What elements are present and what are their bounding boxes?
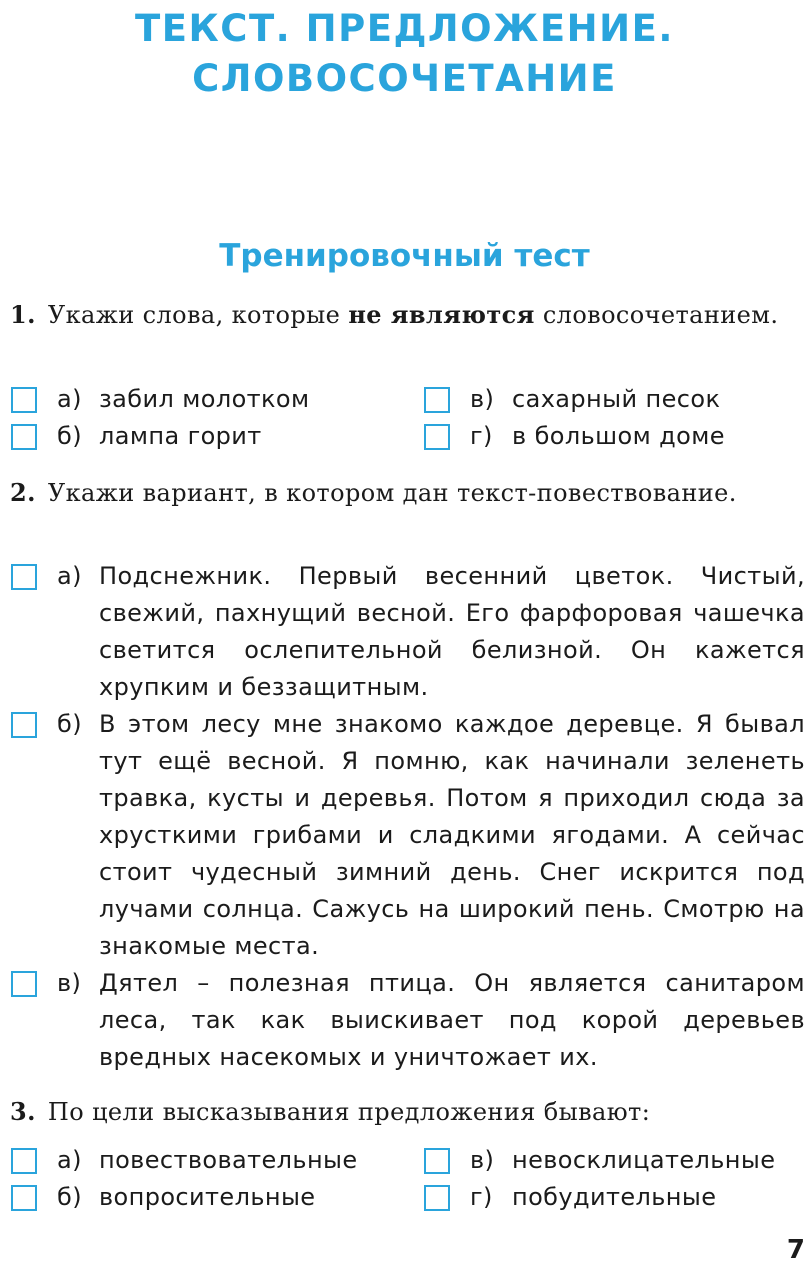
option-text: забил молотком xyxy=(99,385,310,413)
option-text: невосклицательные xyxy=(512,1146,776,1174)
option-letter: в) xyxy=(470,385,495,413)
checkbox-q1-a[interactable] xyxy=(11,387,37,413)
checkbox-q3-c[interactable] xyxy=(424,1148,450,1174)
checkbox-q1-d[interactable] xyxy=(424,424,450,450)
checkbox-q3-d[interactable] xyxy=(424,1185,450,1211)
question-number: 2. xyxy=(10,478,36,507)
question-1 xyxy=(10,296,805,334)
title-line-1: ТЕКСТ. ПРЕДЛОЖЕНИЕ. xyxy=(135,7,674,50)
option-letter: в) xyxy=(470,1146,495,1174)
option-letter: г) xyxy=(470,422,493,450)
option-text: Дятел – полезная птица. Он является санитаром леса, так как выискивает под корой деревьев вредных насекомых и уничтожает их. xyxy=(99,969,805,1071)
option-text: побудительные xyxy=(512,1183,717,1211)
page-title xyxy=(0,4,809,104)
option-text: повествовательные xyxy=(99,1146,358,1174)
question-2 xyxy=(10,474,805,512)
option-letter: б) xyxy=(57,710,82,738)
test-subtitle: Тренировочный тест xyxy=(219,238,590,274)
question-number: 1. xyxy=(10,300,36,329)
question-text-bold: не являются xyxy=(348,300,535,329)
question-text: Укажи слова, которые xyxy=(47,301,349,329)
option-text: В этом лесу мне знакомо каждое деревце. Я бывал тут ещё весной. Я помню, как начинали зеленеть травка, кусты и деревья. Потом я приходил сюда за хрусткими грибами и сладкими ягодами. А сейчас стоит чудесный зимний день. Снег искрится под лучами солнца. Сажусь на широкий пень. Смотрю на знакомые места. xyxy=(99,710,805,960)
checkbox-q1-b[interactable] xyxy=(11,424,37,450)
checkbox-q1-c[interactable] xyxy=(424,387,450,413)
title-line-2: СЛОВОСОЧЕТАНИЕ xyxy=(192,57,617,100)
page-number: 7 xyxy=(786,1235,805,1265)
checkbox-q2-c[interactable] xyxy=(11,971,37,997)
option-letter: б) xyxy=(57,422,82,450)
question-text: Укажи вариант, в котором дан текст-повествование. xyxy=(47,479,737,507)
option-text: сахарный песок xyxy=(512,385,721,413)
checkbox-q2-a[interactable] xyxy=(11,564,37,590)
checkbox-q2-b[interactable] xyxy=(11,712,37,738)
question-3 xyxy=(10,1093,805,1131)
option-letter: а) xyxy=(57,1146,82,1174)
option-letter: в) xyxy=(57,969,82,997)
question-number: 3. xyxy=(10,1097,36,1126)
option-letter: б) xyxy=(57,1183,82,1211)
question-text: словосочетанием. xyxy=(534,301,779,329)
checkbox-q3-b[interactable] xyxy=(11,1185,37,1211)
option-letter: г) xyxy=(470,1183,493,1211)
question-text: По цели высказывания предложения бывают: xyxy=(47,1098,651,1126)
option-text: вопросительные xyxy=(99,1183,316,1211)
checkbox-q3-a[interactable] xyxy=(11,1148,37,1174)
option-text: в большом доме xyxy=(512,422,725,450)
option-text: лампа горит xyxy=(99,422,262,450)
option-text: Подснежник. Первый весенний цветок. Чистый, свежий, пахнущий весной. Его фарфоровая чашечка светится ослепительной белизной. Он кажется хрупким и беззащитным. xyxy=(99,562,805,701)
option-letter: а) xyxy=(57,385,82,413)
option-letter: а) xyxy=(57,562,82,590)
